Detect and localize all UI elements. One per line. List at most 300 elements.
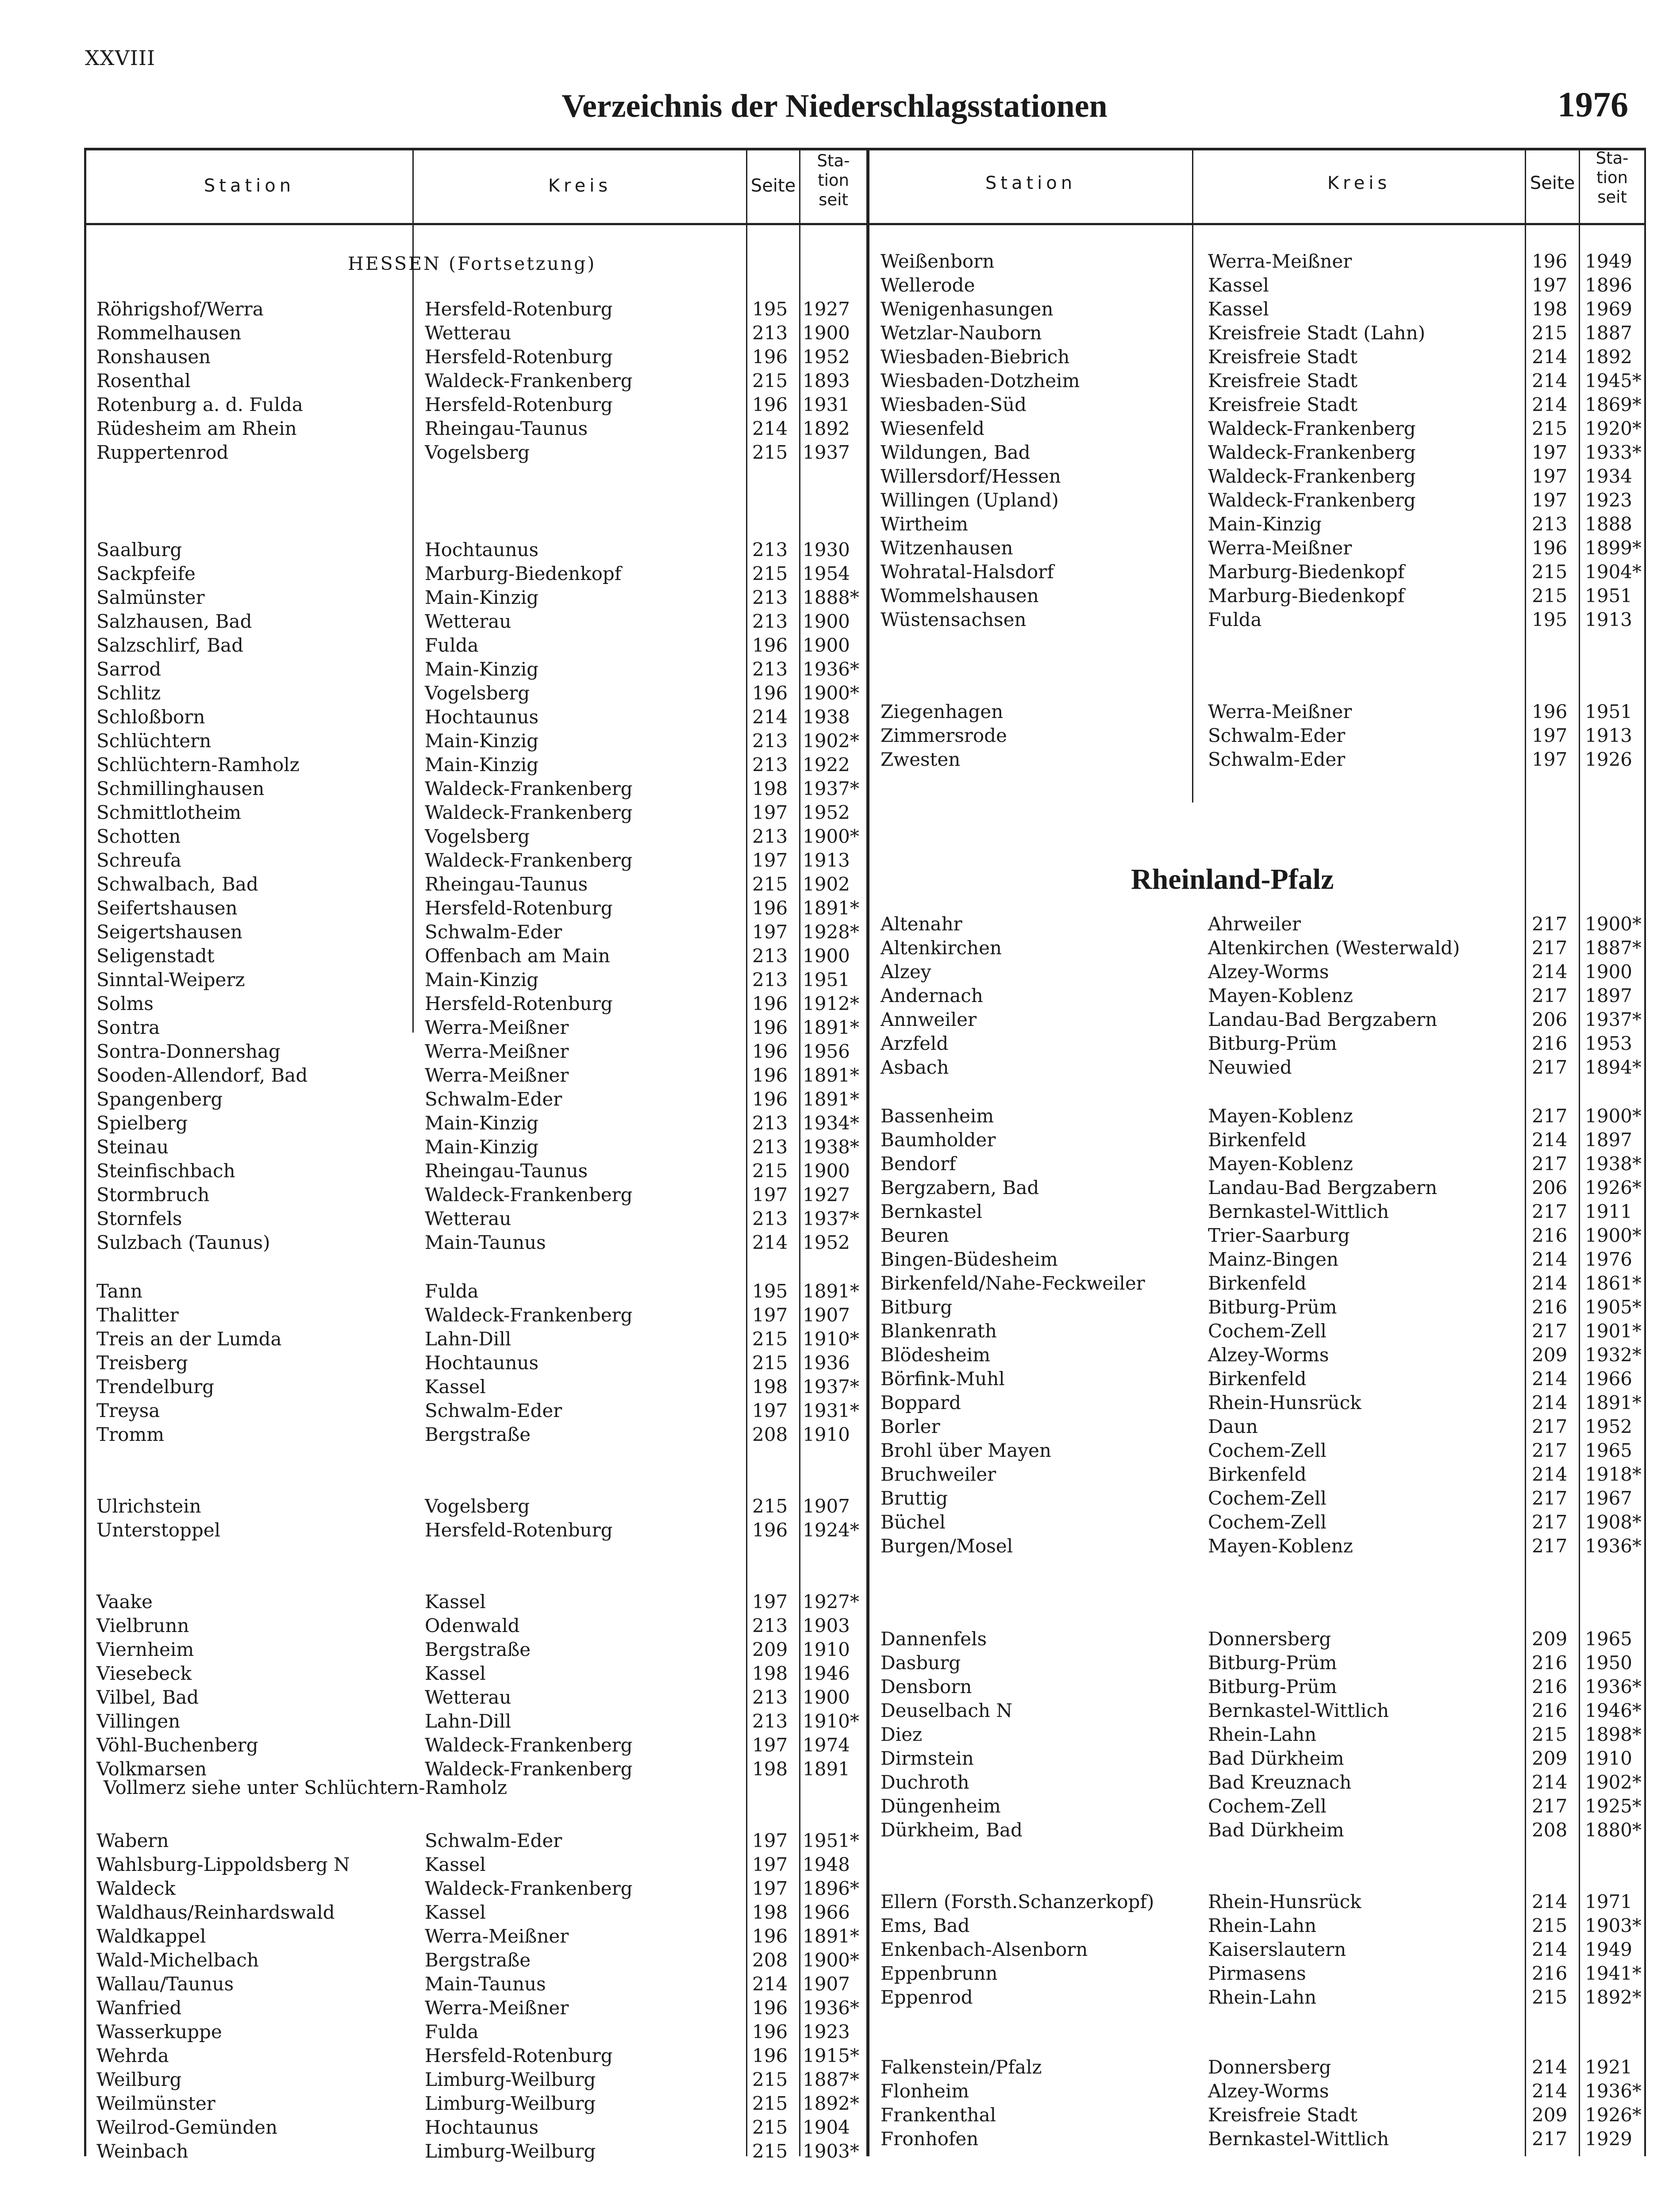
- station-name: Wallau/Taunus: [96, 1973, 234, 1995]
- seite-value: 197: [752, 1400, 788, 1421]
- kreis-name: Ahrweiler: [1208, 913, 1301, 935]
- kreis-name: Werra-Meißner: [1208, 250, 1352, 272]
- seit-value: 1887*: [803, 2069, 859, 2090]
- seit-value: 1969: [1585, 298, 1632, 320]
- seite-value: 197: [752, 1734, 788, 1756]
- station-name: Waldhaus/Reinhardswald: [96, 1901, 335, 1923]
- seit-value: 1913: [1585, 609, 1632, 630]
- seit-value: 1951*: [803, 1830, 859, 1851]
- seit-value: 1931: [803, 394, 850, 415]
- kreis-name: Waldeck-Frankenberg: [425, 1304, 633, 1326]
- seit-value: 1930: [803, 539, 850, 561]
- kreis-name: Werra-Meißner: [425, 1997, 569, 2019]
- station-name: Blödesheim: [881, 1344, 991, 1366]
- seite-value: 214: [1532, 961, 1568, 983]
- kreis-name: Rheingau-Taunus: [425, 1160, 588, 1182]
- seite-value: 198: [752, 1663, 788, 1684]
- seit-value: 1927*: [803, 1591, 859, 1613]
- seite-value: 217: [1532, 1153, 1568, 1175]
- seit-value: 1913: [1585, 725, 1632, 746]
- seit-value: 1951: [1585, 701, 1632, 722]
- kreis-name: Kaiserslautern: [1208, 1939, 1346, 1960]
- seit-value: 1952: [803, 802, 850, 823]
- seit-value: 1897: [1585, 1129, 1632, 1151]
- seit-value: 1907: [803, 1973, 850, 1995]
- seite-value: 214: [752, 1973, 788, 1995]
- station-name: Seigertshausen: [96, 921, 242, 943]
- seite-value: 217: [1532, 937, 1568, 959]
- kreis-name: Bad Dürkheim: [1208, 1819, 1344, 1841]
- station-name: Witzenhausen: [881, 537, 1013, 559]
- table-center-divider: [866, 148, 869, 2156]
- seit-value: 1951: [1585, 585, 1632, 607]
- seite-value: 213: [752, 730, 788, 752]
- kreis-name: Schwalm-Eder: [1208, 725, 1346, 746]
- seite-value: 209: [1532, 1628, 1568, 1650]
- seite-value: 197: [1532, 749, 1568, 770]
- seit-value: 1945*: [1585, 370, 1642, 392]
- station-name: Seifertshausen: [96, 897, 238, 919]
- station-name: Enkenbach-Alsenborn: [881, 1939, 1088, 1960]
- seit-value: 1894*: [1585, 1056, 1642, 1078]
- seite-value: 215: [752, 370, 788, 392]
- seite-value: 197: [1532, 725, 1568, 746]
- kreis-name: Limburg-Weilburg: [425, 2093, 596, 2114]
- station-name: Schloßborn: [96, 706, 205, 728]
- station-name: Seligenstadt: [96, 945, 215, 967]
- station-name: Börfink-Muhl: [881, 1368, 1005, 1390]
- kreis-name: Marburg-Biedenkopf: [425, 563, 622, 584]
- seit-value: 1900: [803, 945, 850, 967]
- station-name: Weilburg: [96, 2069, 182, 2090]
- seite-value: 197: [1532, 489, 1568, 511]
- kreis-name: Cochem-Zell: [1208, 1487, 1327, 1509]
- seite-value: 213: [752, 587, 788, 608]
- kreis-name: Waldeck-Frankenberg: [425, 1758, 633, 1780]
- seite-value: 198: [1532, 298, 1568, 320]
- kreis-name: Vogelsberg: [425, 1495, 530, 1517]
- kreis-name: Vogelsberg: [425, 826, 530, 847]
- seite-value: 198: [752, 1901, 788, 1923]
- kreis-name: Schwalm-Eder: [1208, 749, 1346, 770]
- kreis-name: Lahn-Dill: [425, 1328, 511, 1350]
- seit-value: 1907: [803, 1304, 850, 1326]
- seit-value: 1918*: [1585, 1463, 1642, 1485]
- seit-value: 1896: [1585, 274, 1632, 296]
- seite-value: 214: [1532, 1272, 1568, 1294]
- station-name: Baumholder: [881, 1129, 996, 1151]
- station-name: Wenigenhasungen: [881, 298, 1054, 320]
- seite-value: 195: [752, 298, 788, 320]
- kreis-name: Waldeck-Frankenberg: [425, 1184, 633, 1206]
- station-name: Ulrichstein: [96, 1495, 201, 1517]
- seite-value: 197: [752, 1591, 788, 1613]
- seit-value: 1952: [1585, 1416, 1632, 1437]
- station-name: Wehrda: [96, 2045, 169, 2066]
- kreis-name: Rhein-Hunsrück: [1208, 1392, 1361, 1413]
- seite-value: 217: [1532, 2128, 1568, 2150]
- seit-value: 1926*: [1585, 2104, 1642, 2126]
- seit-value: 1966: [803, 1901, 850, 1923]
- seite-value: 196: [1532, 250, 1568, 272]
- kreis-name: Schwalm-Eder: [425, 1400, 562, 1421]
- kreis-name: Main-Kinzig: [425, 730, 539, 752]
- seit-value: 1888: [1585, 513, 1632, 535]
- seit-value: 1971: [1585, 1891, 1632, 1912]
- station-name: Sackpfeife: [96, 563, 196, 584]
- seite-value: 214: [1532, 346, 1568, 368]
- seit-value: 1937*: [803, 1208, 859, 1229]
- seite-value: 196: [752, 634, 788, 656]
- seite-value: 215: [752, 873, 788, 895]
- kreis-name: Kassel: [425, 1663, 486, 1684]
- seite-value: 197: [752, 921, 788, 943]
- seite-value: 206: [1532, 1177, 1568, 1198]
- station-name: Unterstoppel: [96, 1519, 221, 1541]
- kreis-name: Waldeck-Frankenberg: [425, 370, 633, 392]
- station-name: Ellern (Forsth.Schanzerkopf): [881, 1891, 1154, 1912]
- seit-value: 1937: [803, 442, 850, 463]
- seite-value: 208: [752, 1949, 788, 1971]
- seite-value: 197: [752, 1878, 788, 1899]
- station-name: Saalburg: [96, 539, 182, 561]
- station-name: Duchroth: [881, 1771, 969, 1793]
- seite-value: 215: [1532, 1986, 1568, 2008]
- seit-value: 1937*: [803, 1376, 859, 1398]
- seite-value: 197: [752, 802, 788, 823]
- seite-value: 196: [752, 2021, 788, 2043]
- seite-value: 197: [752, 849, 788, 871]
- kreis-name: Werra-Meißner: [425, 1064, 569, 1086]
- seite-value: 195: [752, 1280, 788, 1302]
- kreis-name: Hersfeld-Rotenburg: [425, 993, 613, 1014]
- page-number: XXVIII: [85, 46, 156, 70]
- seit-value: 1904*: [1585, 561, 1642, 583]
- seit-value: 1967: [1585, 1487, 1632, 1509]
- seit-value: 1891*: [1585, 1392, 1642, 1413]
- seite-value: 196: [752, 1017, 788, 1038]
- seit-value: 1936*: [1585, 1676, 1642, 1697]
- seit-value: 1921: [1585, 2056, 1632, 2078]
- kreis-name: Main-Kinzig: [425, 658, 539, 680]
- seite-value: 215: [752, 2116, 788, 2138]
- seit-value: 1900: [803, 634, 850, 656]
- seit-value: 1953: [1585, 1033, 1632, 1054]
- seit-value: 1891*: [803, 1064, 859, 1086]
- seite-value: 213: [752, 969, 788, 991]
- station-name: Wiesenfeld: [881, 418, 984, 439]
- station-name: Rommelhausen: [96, 322, 242, 344]
- station-name: Röhrigshof/Werra: [96, 298, 264, 320]
- station-name: Wabern: [96, 1830, 169, 1851]
- station-name: Blankenrath: [881, 1320, 997, 1342]
- seit-value: 1891*: [803, 897, 859, 919]
- seite-value: 196: [752, 682, 788, 704]
- station-name: Schwalbach, Bad: [96, 873, 258, 895]
- station-name: Eppenrod: [881, 1986, 973, 2008]
- kreis-name: Main-Kinzig: [425, 754, 539, 776]
- kreis-name: Trier-Saarburg: [1208, 1225, 1350, 1246]
- seit-value: 1905*: [1585, 1296, 1642, 1318]
- seit-value: 1946: [803, 1663, 850, 1684]
- station-name: Wasserkuppe: [96, 2021, 222, 2043]
- seit-value: 1903*: [1585, 1915, 1642, 1936]
- seit-value: 1900*: [803, 682, 859, 704]
- seite-value: 198: [752, 778, 788, 799]
- seite-value: 196: [752, 394, 788, 415]
- station-name: Ziegenhagen: [881, 701, 1004, 722]
- seite-value: 209: [752, 1639, 788, 1660]
- kreis-name: Wetterau: [425, 322, 511, 344]
- seit-value: 1908*: [1585, 1511, 1642, 1533]
- station-name: Bruttig: [881, 1487, 948, 1509]
- seit-value: 1936*: [1585, 1535, 1642, 1557]
- seite-value: 214: [1532, 1771, 1568, 1793]
- station-name: Viesebeck: [96, 1663, 192, 1684]
- seit-value: 1910: [803, 1424, 850, 1445]
- seit-value: 1891*: [803, 1925, 859, 1947]
- seit-value: 1920*: [1585, 418, 1642, 439]
- kreis-name: Mainz-Bingen: [1208, 1248, 1338, 1270]
- station-name: Vaake: [96, 1591, 153, 1613]
- seit-value: 1950: [1585, 1652, 1632, 1674]
- station-name: Altenahr: [881, 913, 962, 935]
- kreis-name: Kassel: [425, 1854, 486, 1875]
- station-name: Rüdesheim am Rhein: [96, 418, 297, 439]
- station-name: Eppenbrunn: [881, 1962, 998, 1984]
- kreis-name: Alzey-Worms: [1208, 1344, 1329, 1366]
- station-name: Diez: [881, 1724, 923, 1745]
- seite-value: 196: [752, 346, 788, 368]
- seit-value: 1926: [1585, 749, 1632, 770]
- station-name: Spangenberg: [96, 1088, 223, 1110]
- station-name: Ronshausen: [96, 346, 211, 368]
- kreis-name: Landau-Bad Bergzabern: [1208, 1009, 1438, 1030]
- station-name: Düngenheim: [881, 1795, 1001, 1817]
- seite-value: 196: [752, 897, 788, 919]
- station-name: Sinntal-Weiperz: [96, 969, 245, 991]
- kreis-name: Fulda: [1208, 609, 1262, 630]
- station-name: Wald-Michelbach: [96, 1949, 259, 1971]
- seit-value: 1897: [1585, 985, 1632, 1006]
- year-label: 1976: [1557, 85, 1628, 124]
- station-name: Büchel: [881, 1511, 946, 1533]
- kreis-name: Alzey-Worms: [1208, 2080, 1329, 2102]
- kreis-name: Waldeck-Frankenberg: [425, 849, 633, 871]
- header-station: Station: [985, 173, 1077, 193]
- header-seite: Seite: [1530, 173, 1575, 193]
- station-name: Tann: [96, 1280, 142, 1302]
- seit-value: 1952: [803, 1232, 850, 1253]
- station-name: Bassenheim: [881, 1105, 994, 1127]
- station-name: Waldkappel: [96, 1925, 206, 1947]
- seit-value: 1927: [803, 1184, 850, 1206]
- kreis-name: Mayen-Koblenz: [1208, 985, 1353, 1006]
- kreis-name: Werra-Meißner: [425, 1041, 569, 1062]
- kreis-name: Cochem-Zell: [1208, 1440, 1327, 1461]
- station-name: Salmünster: [96, 587, 205, 608]
- kreis-name: Kreisfreie Stadt (Lahn): [1208, 322, 1426, 344]
- station-name: Steinau: [96, 1136, 169, 1158]
- kreis-name: Mayen-Koblenz: [1208, 1535, 1353, 1557]
- kreis-name: Hersfeld-Rotenburg: [425, 2045, 613, 2066]
- seite-value: 197: [752, 1830, 788, 1851]
- seit-value: 1956: [803, 1041, 850, 1062]
- seit-value: 1887*: [1585, 937, 1642, 959]
- seit-value: 1869*: [1585, 394, 1642, 415]
- seite-value: 213: [752, 1615, 788, 1636]
- seit-value: 1933*: [1585, 442, 1642, 463]
- kreis-name: Vogelsberg: [425, 682, 530, 704]
- kreis-name: Marburg-Biedenkopf: [1208, 585, 1405, 607]
- kreis-name: Werra-Meißner: [1208, 537, 1352, 559]
- station-name: Volkmarsen: [96, 1758, 207, 1780]
- seit-value: 1888*: [803, 587, 859, 608]
- seit-value: 1974: [803, 1734, 850, 1756]
- seit-value: 1924*: [803, 1519, 859, 1541]
- kreis-name: Waldeck-Frankenberg: [1208, 418, 1416, 439]
- kreis-name: Kassel: [425, 1591, 486, 1613]
- seite-value: 213: [752, 658, 788, 680]
- station-name: Wiesbaden-Dotzheim: [881, 370, 1080, 392]
- seit-value: 1966: [1585, 1368, 1632, 1390]
- kreis-name: Wetterau: [425, 611, 511, 632]
- kreis-name: Bernkastel-Wittlich: [1208, 2128, 1389, 2150]
- kreis-name: Donnersberg: [1208, 1628, 1331, 1650]
- col-divider: [1525, 148, 1526, 2156]
- kreis-name: Birkenfeld: [1208, 1129, 1307, 1151]
- kreis-name: Hersfeld-Rotenburg: [425, 394, 613, 415]
- kreis-name: Main-Kinzig: [1208, 513, 1322, 535]
- seite-value: 214: [1532, 394, 1568, 415]
- seite-value: 196: [1532, 537, 1568, 559]
- seite-value: 197: [752, 1304, 788, 1326]
- seite-value: 213: [752, 1208, 788, 1229]
- kreis-name: Main-Kinzig: [425, 1112, 539, 1134]
- kreis-name: Neuwied: [1208, 1056, 1292, 1078]
- kreis-name: Rhein-Hunsrück: [1208, 1891, 1361, 1912]
- seite-value: 208: [1532, 1819, 1568, 1841]
- seite-value: 216: [1532, 1676, 1568, 1697]
- seit-value: 1911: [1585, 1201, 1632, 1222]
- kreis-name: Kreisfreie Stadt: [1208, 394, 1358, 415]
- kreis-name: Fulda: [425, 1280, 479, 1302]
- seit-value: 1928*: [803, 921, 859, 943]
- seite-value: 217: [1532, 1440, 1568, 1461]
- station-name: Rosenthal: [96, 370, 191, 392]
- seite-value: 215: [1532, 561, 1568, 583]
- kreis-name: Bitburg-Prüm: [1208, 1296, 1337, 1318]
- header-bottom-border: [84, 223, 1646, 225]
- col-divider: [1192, 148, 1193, 803]
- kreis-name: Waldeck-Frankenberg: [425, 802, 633, 823]
- kreis-name: Waldeck-Frankenberg: [1208, 489, 1416, 511]
- seite-value: 196: [752, 1088, 788, 1110]
- seit-value: 1900*: [1585, 1105, 1642, 1127]
- seit-value: 1946*: [1585, 1700, 1642, 1721]
- seite-value: 213: [752, 754, 788, 776]
- station-name: Salzschlirf, Bad: [96, 634, 243, 656]
- seite-value: 215: [752, 1328, 788, 1350]
- kreis-name: Kassel: [1208, 298, 1269, 320]
- station-name: Burgen/Mosel: [881, 1535, 1013, 1557]
- kreis-name: Main-Kinzig: [425, 969, 539, 991]
- seite-value: 217: [1532, 1416, 1568, 1437]
- seite-value: 209: [1532, 1747, 1568, 1769]
- seite-value: 215: [752, 2093, 788, 2114]
- station-name: Deuselbach N: [881, 1700, 1013, 1721]
- seite-value: 213: [1532, 513, 1568, 535]
- station-name: Bruchweiler: [881, 1463, 996, 1485]
- kreis-name: Hersfeld-Rotenburg: [425, 1519, 613, 1541]
- seite-value: 209: [1532, 1344, 1568, 1366]
- seite-value: 217: [1532, 1535, 1568, 1557]
- seite-value: 195: [1532, 609, 1568, 630]
- seite-value: 197: [752, 1184, 788, 1206]
- seite-value: 217: [1532, 1795, 1568, 1817]
- station-name: Treisberg: [96, 1352, 188, 1374]
- kreis-name: Hochtaunus: [425, 539, 539, 561]
- seite-value: 196: [752, 1064, 788, 1086]
- header-station: Station: [204, 176, 295, 196]
- kreis-name: Cochem-Zell: [1208, 1320, 1327, 1342]
- kreis-name: Birkenfeld: [1208, 1368, 1307, 1390]
- seite-value: 197: [1532, 442, 1568, 463]
- seit-value: 1929: [1585, 2128, 1632, 2150]
- kreis-name: Kreisfreie Stadt: [1208, 346, 1358, 368]
- kreis-name: Daun: [1208, 1416, 1258, 1437]
- seit-value: 1891*: [803, 1017, 859, 1038]
- header-kreis: Kreis: [548, 176, 612, 196]
- kreis-name: Mayen-Koblenz: [1208, 1105, 1353, 1127]
- seite-value: 213: [752, 539, 788, 561]
- seite-value: 213: [752, 611, 788, 632]
- seite-value: 196: [752, 2045, 788, 2066]
- station-name: Willersdorf/Hessen: [881, 465, 1061, 487]
- seit-value: 1910*: [803, 1328, 859, 1350]
- seite-value: 213: [752, 1112, 788, 1134]
- kreis-name: Bernkastel-Wittlich: [1208, 1700, 1389, 1721]
- kreis-name: Bad Dürkheim: [1208, 1747, 1344, 1769]
- kreis-name: Hersfeld-Rotenburg: [425, 346, 613, 368]
- seit-value: 1892: [1585, 346, 1632, 368]
- seite-value: 217: [1532, 985, 1568, 1006]
- seite-value: 214: [752, 418, 788, 439]
- seit-value: 1902*: [1585, 1771, 1642, 1793]
- kreis-name: Limburg-Weilburg: [425, 2140, 596, 2162]
- station-name: Arzfeld: [881, 1033, 949, 1054]
- seit-value: 1915*: [803, 2045, 859, 2066]
- seit-value: 1965: [1585, 1440, 1632, 1461]
- kreis-name: Main-Kinzig: [425, 1136, 539, 1158]
- seit-value: 1941*: [1585, 1962, 1642, 1984]
- seit-value: 1900: [803, 1160, 850, 1182]
- seit-value: 1954: [803, 563, 850, 584]
- station-name: Bingen-Büdesheim: [881, 1248, 1058, 1270]
- col-divider: [746, 148, 747, 2156]
- page-title: Verzeichnis der Niederschlagsstationen: [561, 88, 1108, 124]
- seit-value: 1912*: [803, 993, 859, 1014]
- seit-value: 1931*: [803, 1400, 859, 1421]
- station-name: Altenkirchen: [881, 937, 1002, 959]
- station-name: Weilmünster: [96, 2093, 215, 2114]
- station-name: Steinfischbach: [96, 1160, 235, 1182]
- seite-value: 215: [1532, 418, 1568, 439]
- seite-value: 214: [752, 1232, 788, 1253]
- seite-value: 215: [752, 2069, 788, 2090]
- seit-value: 1910*: [803, 1710, 859, 1732]
- table-left-border: [84, 148, 86, 2156]
